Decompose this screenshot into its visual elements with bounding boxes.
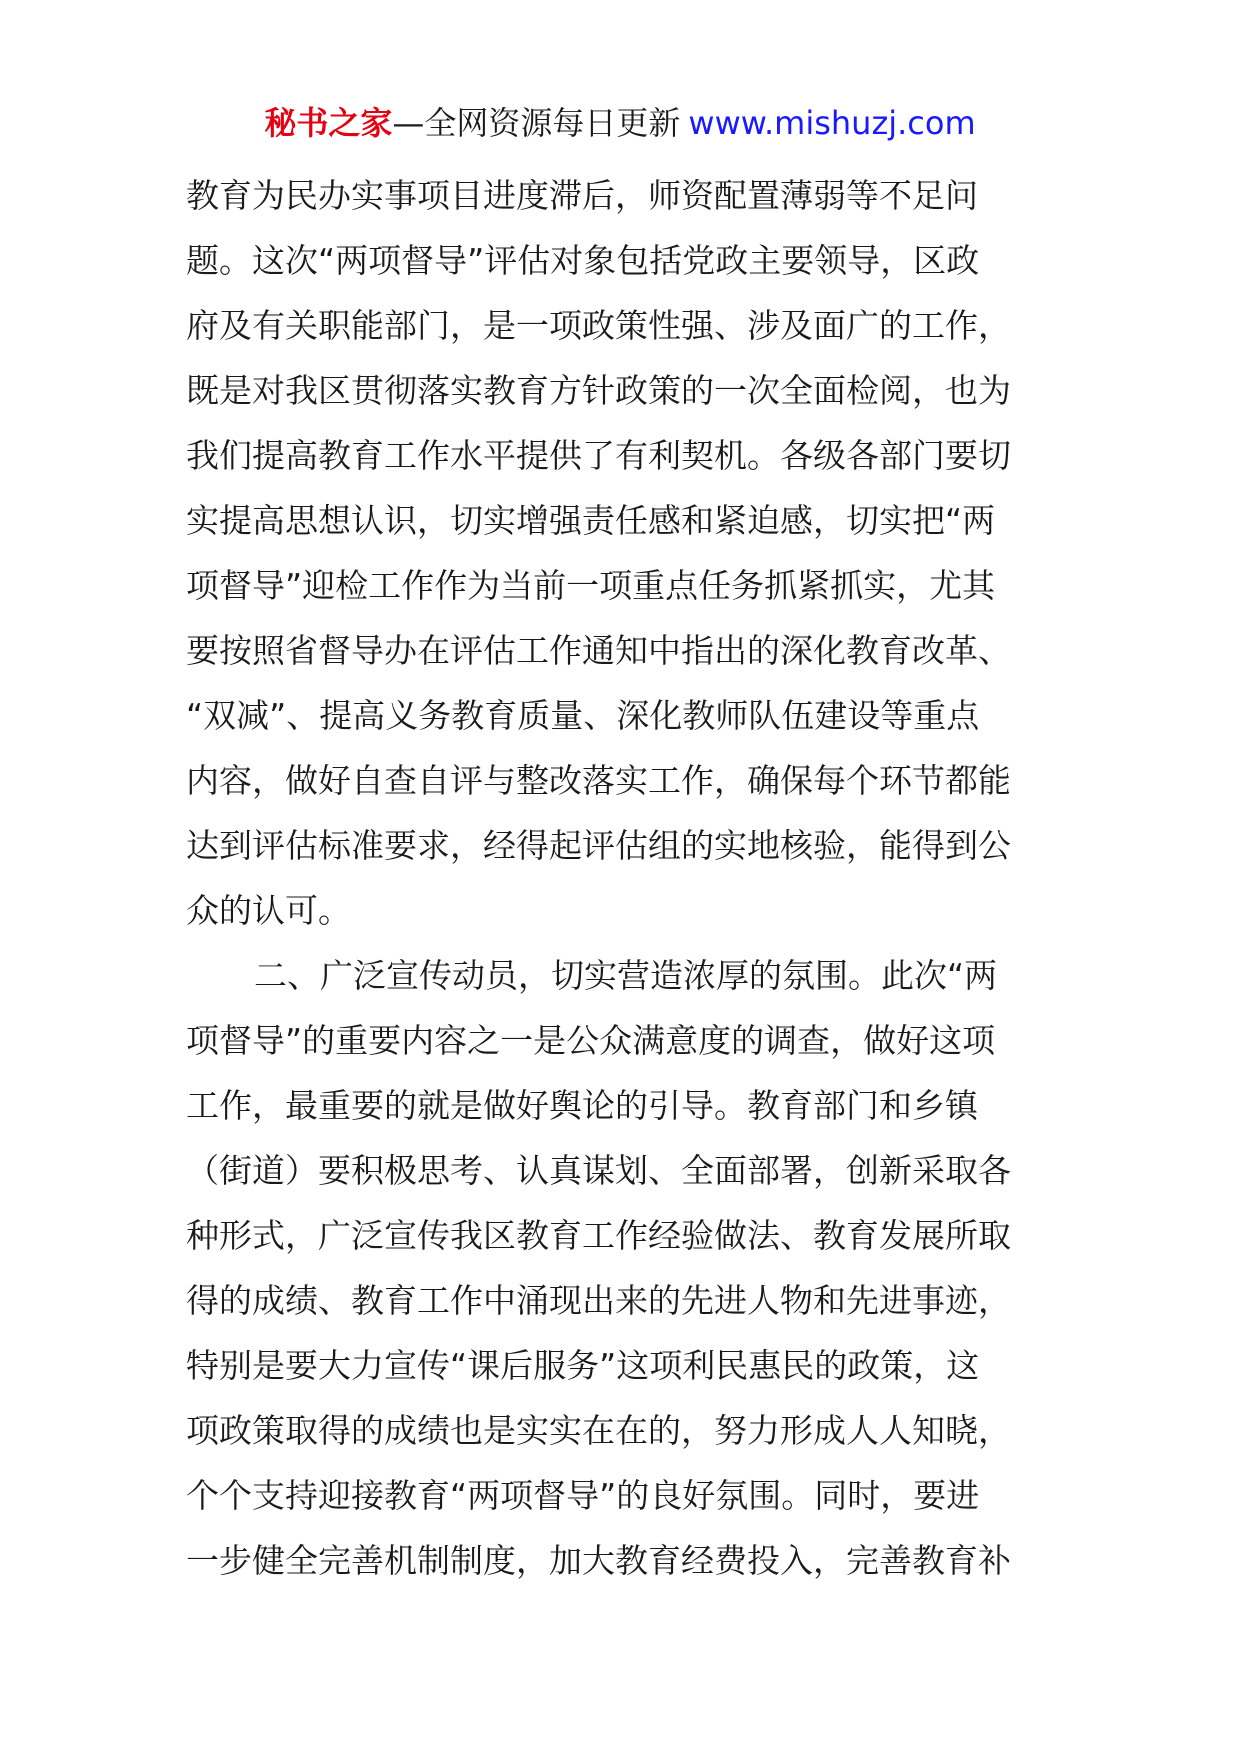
brand-name: 秘书之家 <box>264 104 393 142</box>
text-line: 项督导”的重要内容之一是公众满意度的调查，做好这项 <box>186 1021 996 1060</box>
text-line: 要按照省督导办在评估工作通知中指出的深化教育改革、 <box>186 631 1011 670</box>
text-line: 既是对我区贯彻落实教育方针政策的一次全面检阅，也为 <box>186 371 1011 410</box>
text-line: 一步健全完善机制制度，加大教育经费投入，完善教育补 <box>186 1541 1011 1580</box>
text-line: 个个支持迎接教育“两项督导”的良好氛围。同时，要进 <box>186 1476 980 1515</box>
text-line: 达到评估标准要求，经得起评估组的实地核验，能得到公 <box>186 826 1011 865</box>
text-line: 教育为民办实事项目进度滞后，师资配置薄弱等不足问 <box>186 176 978 215</box>
text-line: 得的成绩、教育工作中涌现出来的先进人物和先进事迹， <box>186 1281 1011 1320</box>
text-line: 项督导”迎检工作作为当前一项重点任务抓紧抓实，尤其 <box>186 566 996 605</box>
website-link[interactable]: www.mishuzj.com <box>688 104 976 142</box>
text-line: 我们提高教育工作水平提供了有利契机。各级各部门要切 <box>186 436 1011 475</box>
section-heading-line: 二、广泛宣传动员，切实营造浓厚的氛围。此次“两 <box>254 956 998 995</box>
text-line: 府及有关职能部门，是一项政策性强、涉及面广的工作， <box>186 306 1011 345</box>
document-body <box>186 163 1058 1593</box>
text-line: 内容，做好自查自评与整改落实工作，确保每个环节都能 <box>186 761 1011 800</box>
text-line: 实提高思想认识，切实增强责任感和紧迫感，切实把“两 <box>186 501 996 540</box>
text-line: 众的认可。 <box>186 891 351 930</box>
text-line: 特别是要大力宣传“课后服务”这项利民惠民的政策，这 <box>186 1346 980 1385</box>
text-line: 种形式，广泛宣传我区教育工作经验做法、教育发展所取 <box>186 1216 1011 1255</box>
text-line: （街道）要积极思考、认真谋划、全面部署，创新采取各 <box>186 1151 1011 1190</box>
header-dash: — <box>392 104 425 142</box>
page-header <box>0 100 1240 146</box>
text-line: 工作，最重要的就是做好舆论的引导。教育部门和乡镇 <box>186 1086 978 1125</box>
header-tagline: 全网资源每日更新 <box>424 104 681 142</box>
text-line: 项政策取得的成绩也是实实在在的，努力形成人人知晓， <box>186 1411 1011 1450</box>
text-line: 题。这次“两项督导”评估对象包括党政主要领导，区政 <box>186 241 980 280</box>
text-line: “双减”、提高义务教育质量、深化教师队伍建设等重点 <box>186 696 980 735</box>
